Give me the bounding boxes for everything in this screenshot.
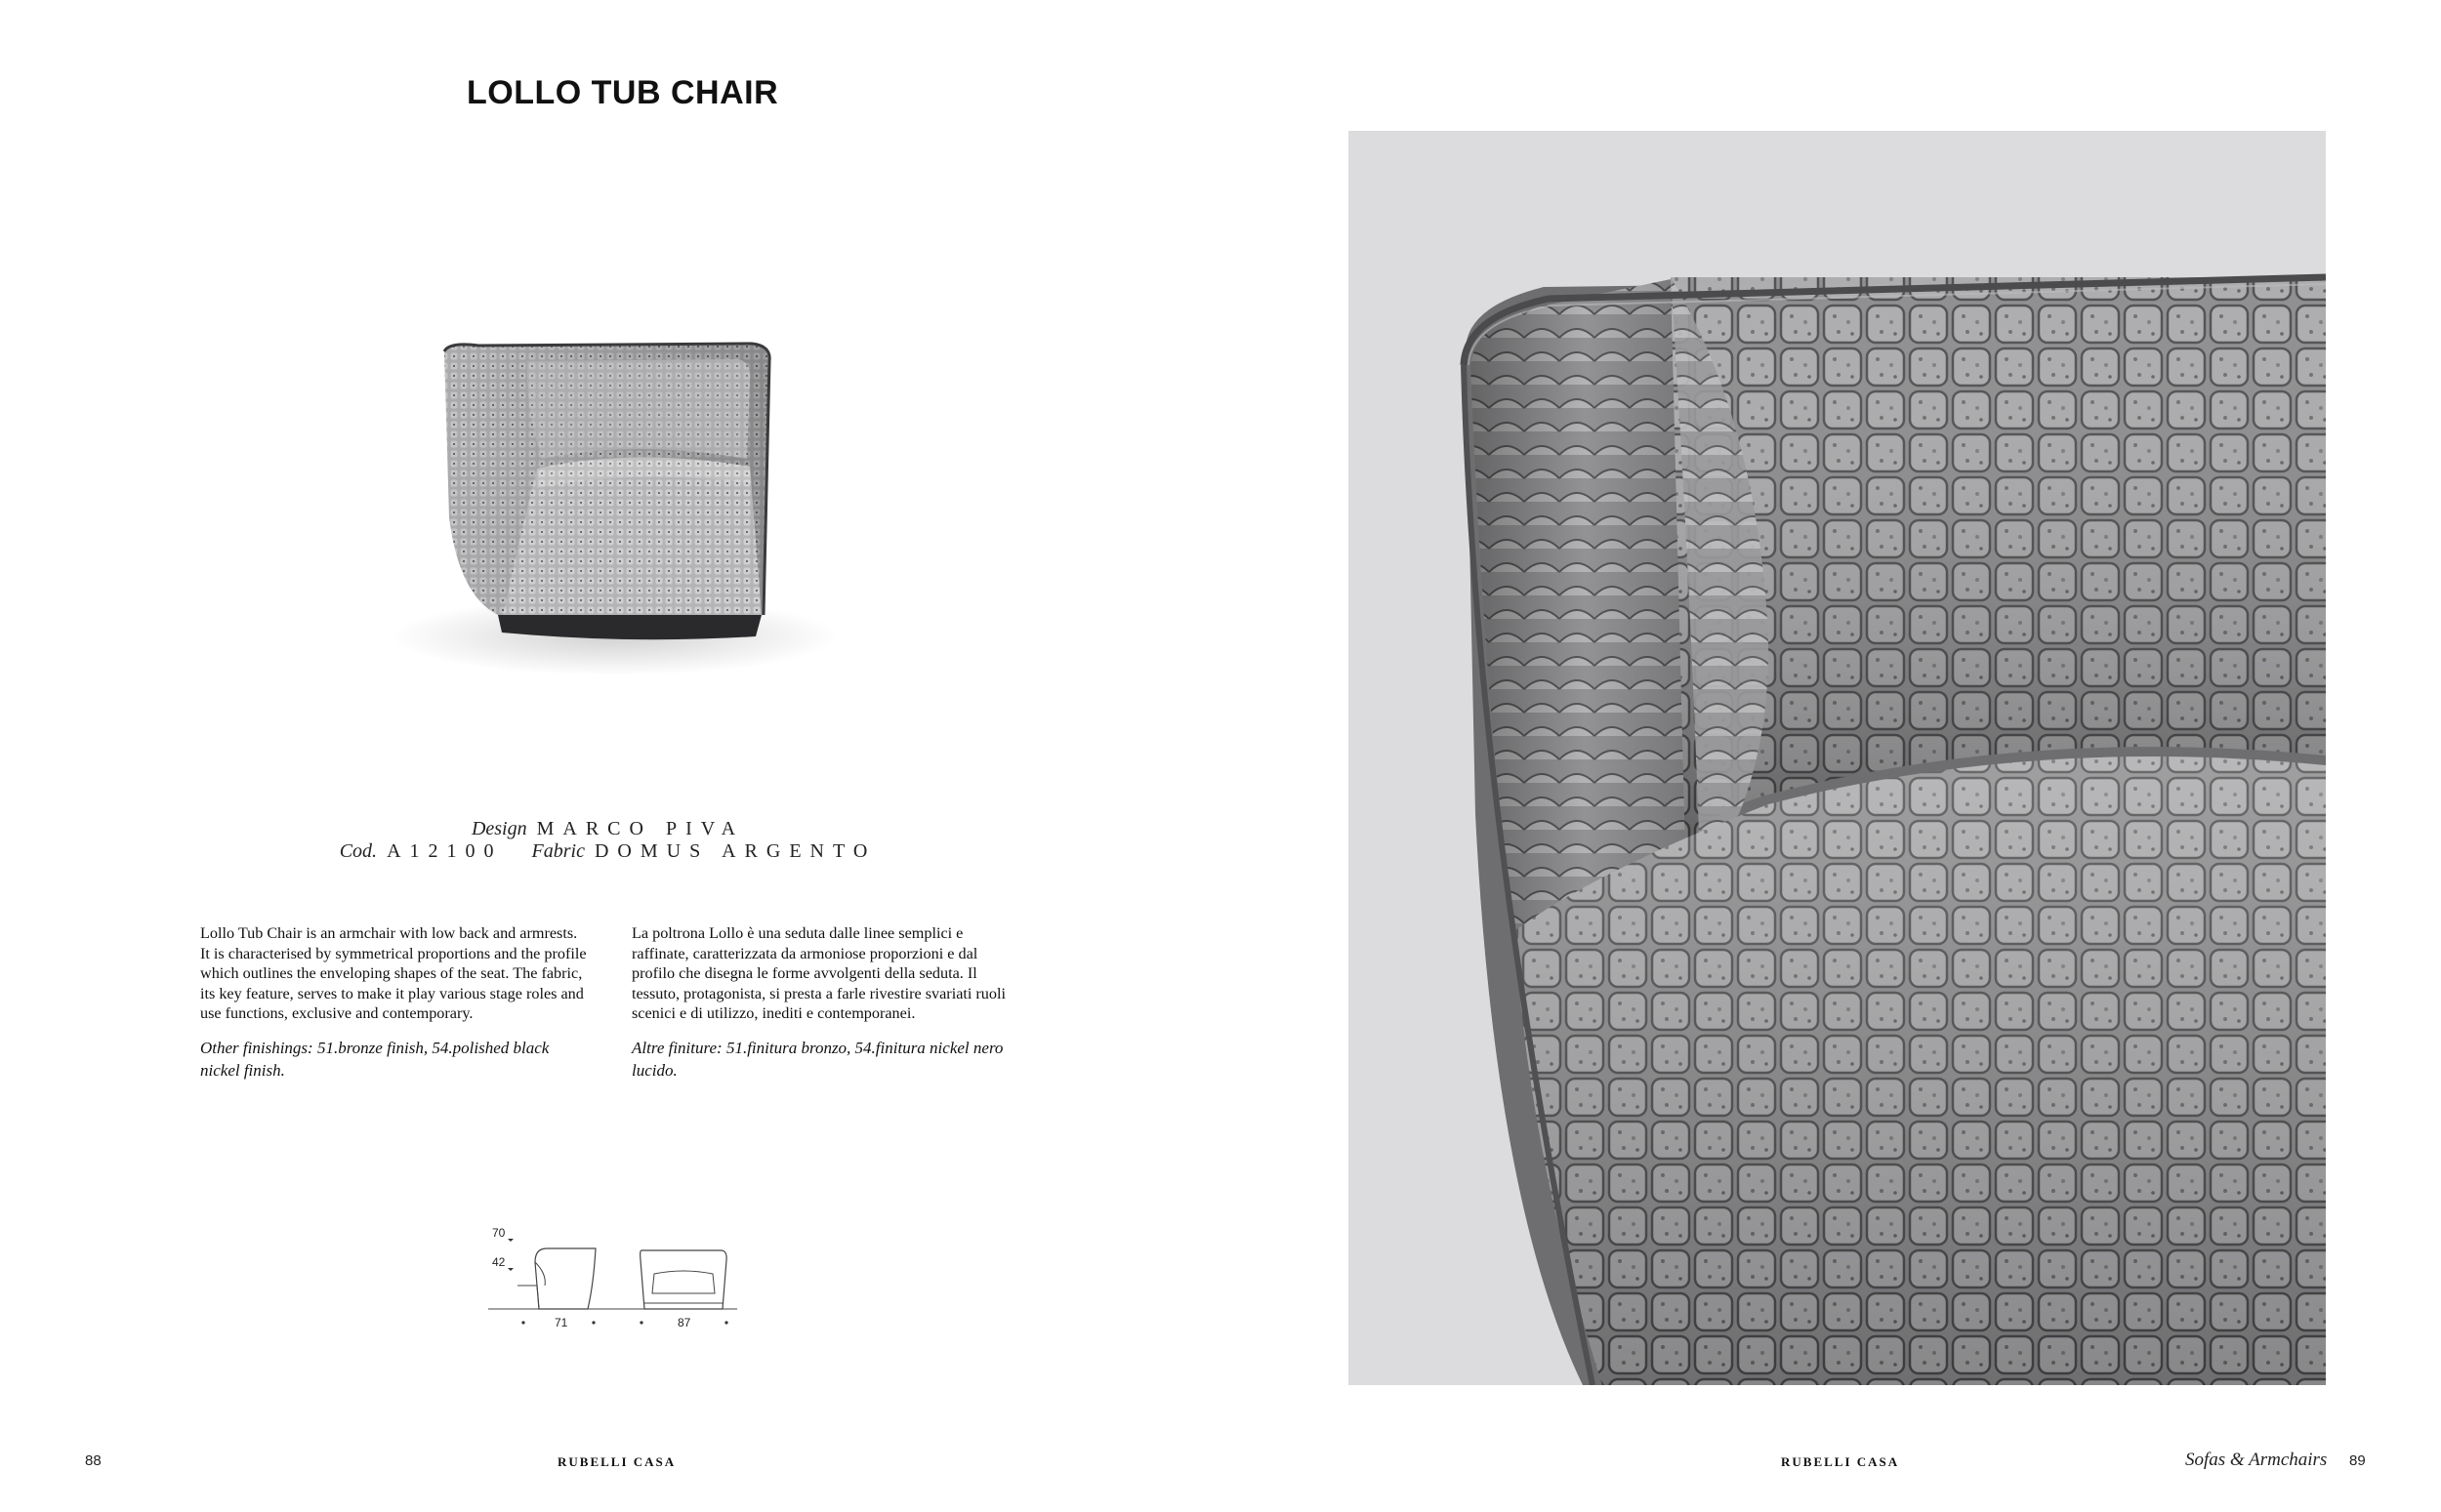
- cod-label: Cod.: [339, 840, 378, 862]
- code-fabric-line: [0, 840, 1216, 863]
- page-number-left: 88: [85, 1452, 102, 1469]
- description-it-body: La poltrona Lollo è una seduta dalle linee semplici e raffinate, caratterizzata da armoniose proporzioni e dal profilo che disegna le forme avvolgenti della seduta. Il tessuto, protagonista, si presta a farle rivestire svariati ruoli scenici e di utilizzo, inediti e contemporanei.: [632, 924, 1006, 1023]
- height-total-label: 70: [492, 1226, 506, 1240]
- brand-right: RUBELLI CASA: [1781, 1454, 1900, 1469]
- height-seat-label: 42: [492, 1255, 506, 1269]
- description-en-body: Lollo Tub Chair is an armchair with low back and armrests. It is characterised by symmetrical proportions and the profile which outlines the enveloping shapes of the seat. The fabric, its key feature, serves to make it play various stage roles and use functions, exclusive and contemporary.: [200, 924, 587, 1023]
- product-code: A12100: [387, 840, 503, 862]
- design-label: Design: [471, 818, 527, 839]
- product-credits: [0, 818, 1216, 863]
- chair-detail-photo: [1348, 131, 2326, 1385]
- page-number-right: 89: [2349, 1452, 2366, 1469]
- depth-label: 71: [555, 1316, 568, 1329]
- fabric-name: DOMUS ARGENTO: [594, 840, 877, 862]
- finishings-it: Altre finiture: 51.finitura bronzo, 54.finitura nickel nero lucido.: [632, 1038, 1004, 1080]
- page-title: LOLLO TUB CHAIR: [467, 74, 779, 111]
- brand-left: RUBELLI CASA: [558, 1454, 677, 1469]
- design-line: [0, 818, 1216, 840]
- dimension-drawing: [488, 1225, 742, 1337]
- section-name: Sofas & Armchairs: [2185, 1450, 2328, 1470]
- designer-name: MARCO PIVA: [536, 818, 745, 839]
- description-english: [200, 923, 591, 1094]
- description-italian: [632, 923, 1022, 1094]
- fabric-label: Fabric: [531, 840, 585, 862]
- width-label: 87: [678, 1316, 691, 1329]
- chair-product-image: [293, 322, 918, 703]
- finishings-en: Other finishings: 51.bronze finish, 54.polished black nickel finish.: [200, 1038, 550, 1080]
